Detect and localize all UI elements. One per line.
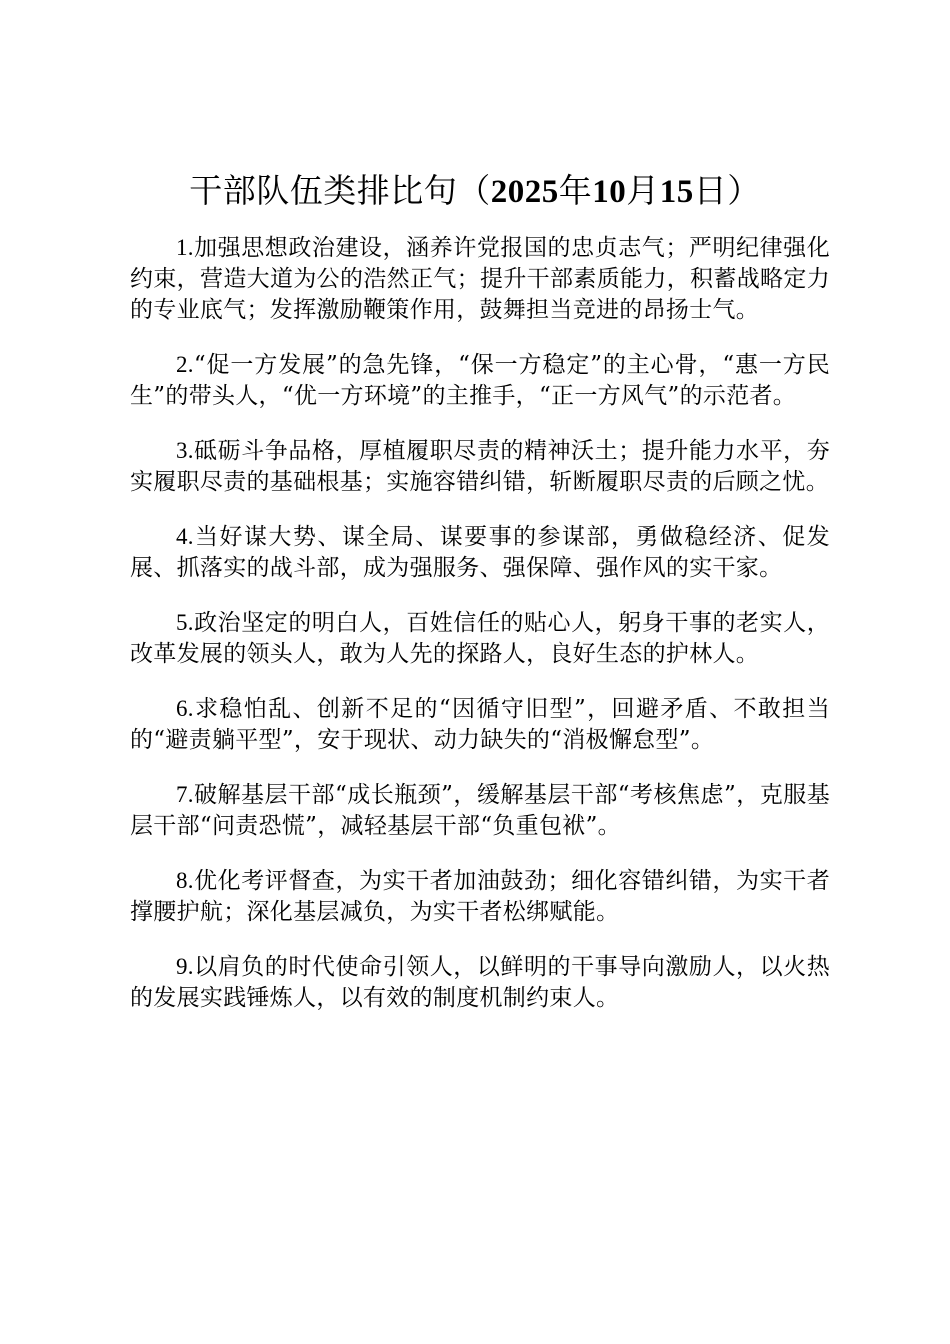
paragraph-text: 以肩负的时代使命引领人，以鲜明的干事导向激励人，以火热的发展实践锤炼人，以有效的制度机制约束人。 xyxy=(130,954,830,1011)
paragraph-text: 求稳怕乱、创新不足的“因循守旧型”，回避矛盾、不敢担当的“避责躺平型”，安于现状、动力缺失的“消极懈怠型”。 xyxy=(130,696,830,753)
paragraph-index: 2. xyxy=(176,352,194,377)
title-day-unit: 日） xyxy=(693,171,761,210)
paragraph-3 xyxy=(130,435,830,498)
paragraph-text: 政治坚定的明白人，百姓信任的贴心人，躬身干事的老实人，改革发展的领头人，敢为人先的探路人，良好生态的护林人。 xyxy=(130,610,830,667)
paragraph-2 xyxy=(130,349,830,412)
title-day: 15 xyxy=(659,174,694,210)
document-body xyxy=(130,232,830,1037)
paragraph-index: 5. xyxy=(176,610,194,635)
paragraph-text: 砥砺斗争品格，厚植履职尽责的精神沃土；提升能力水平，夯实履职尽责的基础根基；实施容错纠错，斩断履职尽责的后顾之忧。 xyxy=(130,438,830,495)
paragraph-index: 9. xyxy=(176,954,194,979)
paragraph-text: 加强思想政治建设，涵养许党报国的忠贞志气；严明纪律强化约束，营造大道为公的浩然正气；提升干部素质能力，积蓄战略定力的专业底气；发挥激励鞭策作用，鼓舞担当竞进的昂扬士气。 xyxy=(130,235,830,323)
paragraph-index: 4. xyxy=(176,524,194,549)
paragraph-index: 8. xyxy=(176,868,194,893)
paragraph-index: 6. xyxy=(176,696,194,721)
paragraph-7 xyxy=(130,779,830,842)
title-year: 2025 xyxy=(490,174,559,210)
paragraph-8 xyxy=(130,865,830,928)
paragraph-index: 7. xyxy=(176,782,194,807)
paragraph-text: 当好谋大势、谋全局、谋要事的参谋部，勇做稳经济、促发展、抓落实的战斗部，成为强服务、强保障、强作风的实干家。 xyxy=(130,524,830,581)
paragraph-6 xyxy=(130,693,830,756)
title-year-unit: 年 xyxy=(558,171,593,210)
title-month-unit: 月 xyxy=(626,171,660,210)
paragraph-4 xyxy=(130,521,830,584)
paragraph-index: 3. xyxy=(176,438,194,463)
paragraph-text: 优化考评督查，为实干者加油鼓劲；细化容错纠错，为实干者撑腰护航；深化基层减负，为实干者松绑赋能。 xyxy=(130,868,830,925)
title-month: 10 xyxy=(592,174,627,210)
paragraph-1 xyxy=(130,232,830,326)
document-title xyxy=(0,168,950,215)
title-prefix: 干部队伍类排比句（ xyxy=(189,171,491,210)
paragraph-text: 破解基层干部“成长瓶颈”，缓解基层干部“考核焦虑”，克服基层干部“问责恐慌”，减轻基层干部“负重包袱”。 xyxy=(130,782,830,839)
paragraph-5 xyxy=(130,607,830,670)
paragraph-text: “促一方发展”的急先锋，“保一方稳定”的主心骨，“惠一方民生”的带头人，“优一方环境”的主推手，“正一方风气”的示范者。 xyxy=(130,352,830,409)
paragraph-index: 1. xyxy=(176,235,194,260)
paragraph-9 xyxy=(130,951,830,1014)
